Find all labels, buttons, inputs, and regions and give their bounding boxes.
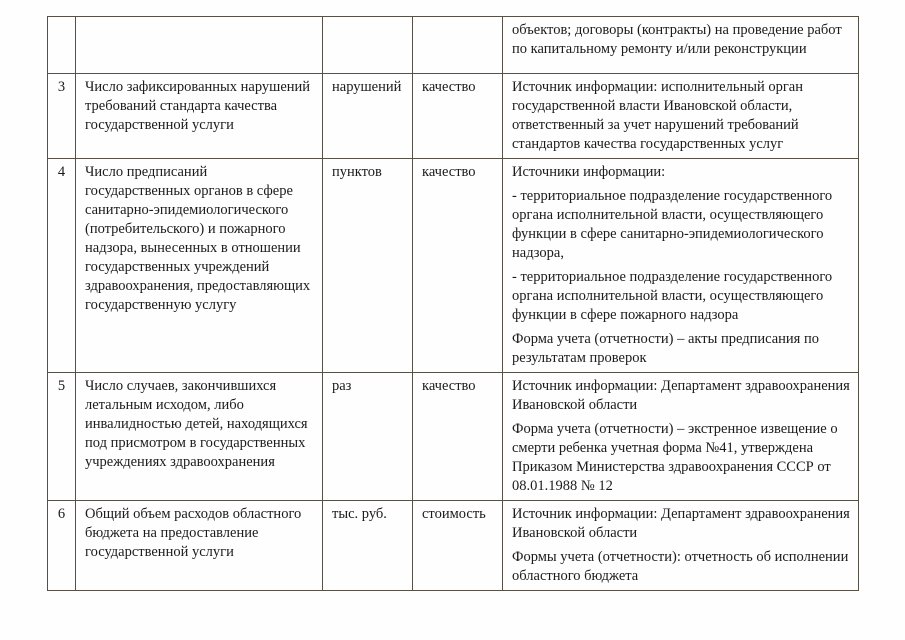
source-paragraph: объектов; договоры (контракты) на проведение работ по капитальному ремонту и/или реконструкции xyxy=(512,22,842,57)
source-paragraph: Форма учета (отчетности) – акты предписания по результатам проверок xyxy=(512,331,819,366)
indicators-table xyxy=(47,16,859,591)
source-cell xyxy=(503,501,859,591)
row-number-cell xyxy=(48,17,76,74)
source-paragraph: Источники информации: xyxy=(512,164,666,180)
indicator-name-cell xyxy=(76,17,323,74)
category-cell: качество xyxy=(413,159,503,373)
category-cell xyxy=(413,17,503,74)
row-number-cell: 6 xyxy=(48,501,76,591)
unit-cell xyxy=(323,17,413,74)
category-cell: стоимость xyxy=(413,501,503,591)
indicator-name-cell: Число зафиксированных нарушений требований стандарта качества государственной услуги xyxy=(76,74,323,159)
row-number-cell: 4 xyxy=(48,159,76,373)
source-paragraph: Источник информации: Департамент здравоохранения Ивановской области xyxy=(512,378,850,413)
source-paragraph: Источник информации: Департамент здравоохранения Ивановской области xyxy=(512,506,850,541)
category-cell: качество xyxy=(413,74,503,159)
row-number-cell: 3 xyxy=(48,74,76,159)
source-cell xyxy=(503,74,859,159)
row-number-cell: 5 xyxy=(48,373,76,501)
table-row xyxy=(48,501,859,591)
table-row xyxy=(48,74,859,159)
source-cell xyxy=(503,159,859,373)
source-paragraph: - территориальное подразделение государственного органа исполнительной власти, осуществляющего функции в сфере пожарного надзора xyxy=(512,269,833,323)
source-paragraph: - территориальное подразделение государственного органа исполнительной власти, осуществляющего функции в сфере санитарно-эпидемиологического надзора, xyxy=(512,188,833,261)
indicator-name-cell: Общий объем расходов областного бюджета на предоставление государственной услуги xyxy=(76,501,323,591)
unit-cell: тыс. руб. xyxy=(323,501,413,591)
indicator-name-cell: Число случаев, закончившихся летальным исходом, либо инвалидностью детей, находящихся под присмотром в государственных учреждениях здравоохранения xyxy=(76,373,323,501)
unit-cell: пунктов xyxy=(323,159,413,373)
table-row xyxy=(48,373,859,501)
source-paragraph: Источник информации: исполнительный орган государственной власти Ивановской области, ответственный за учет нарушений требований стандартов качества государственных услуг xyxy=(512,79,803,152)
table-row xyxy=(48,17,859,74)
indicator-name-cell: Число предписаний государственных органов в сфере санитарно-эпидемиологического (потребительского) и пожарного надзора, вынесенных в отношении государственных учреждений здравоохранения, предоставляющих государственную услугу xyxy=(76,159,323,373)
unit-cell: раз xyxy=(323,373,413,501)
unit-cell: нарушений xyxy=(323,74,413,159)
table-row xyxy=(48,159,859,373)
source-paragraph: Форма учета (отчетности) – экстренное извещение о смерти ребенка учетная форма №41, утверждена Приказом Министерства здравоохранения СССР от 08.01.1988 № 12 xyxy=(512,421,838,494)
source-paragraph: Формы учета (отчетности): отчетность об исполнении областного бюджета xyxy=(512,549,849,584)
category-cell: качество xyxy=(413,373,503,501)
source-cell xyxy=(503,373,859,501)
source-cell xyxy=(503,17,859,74)
